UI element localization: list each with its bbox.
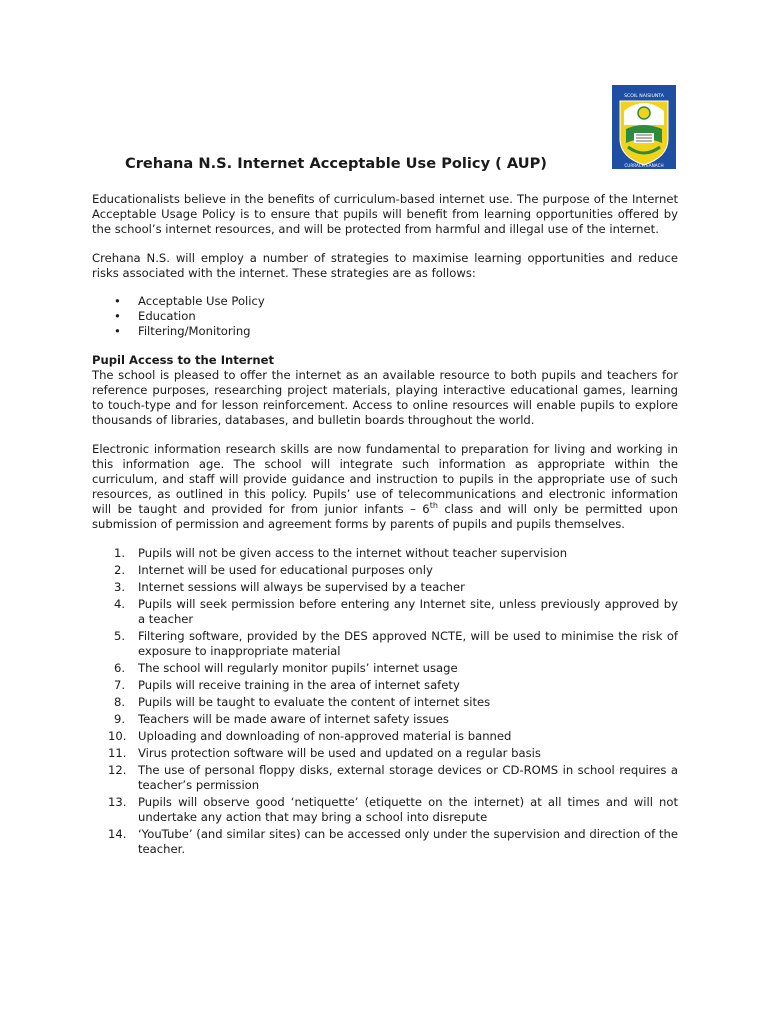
svg-text:CURRACH EANACH: CURRACH EANACH: [624, 163, 664, 168]
section-heading: Pupil Access to the Internet: [92, 353, 275, 367]
intro-paragraph-1: Educationalists believe in the benefits of curriculum-based internet use. The purpose of the Internet Acceptable Usage Policy is to ensure that pupils will benefit from learning opportunities offered by the school’s internet resources, and will be protected from harmful and illegal use of the internet.: [92, 192, 678, 236]
svg-text:SCOIL NAISIUNTA: SCOIL NAISIUNTA: [624, 94, 664, 99]
school-crest-logo: [612, 85, 676, 169]
list-item: • Filtering/Monitoring: [114, 324, 251, 338]
list-item: 14. ‘YouTube’ (and similar sites) can be accessed only under the supervision and direction of the teacher.: [108, 827, 678, 856]
rules-list: [92, 546, 678, 857]
list-item: 8. Pupils will be taught to evaluate the content of internet sites: [114, 695, 491, 709]
list-item: 5. Filtering software, provided by the DES approved NCTE, will be used to minimise the risk of exposure to inappropriate material: [114, 629, 678, 658]
bullet-icon: •: [114, 309, 121, 323]
list-item: 3. Internet sessions will always be supervised by a teacher: [114, 580, 465, 594]
list-item: 10. Uploading and downloading of non-approved material is banned: [108, 729, 512, 743]
page-title: Crehana N.S. Internet Acceptable Use Policy ( AUP): [125, 155, 547, 172]
list-item: 11. Virus protection software will be used and updated on a regular basis: [108, 746, 541, 760]
bullet-icon: •: [114, 324, 121, 338]
list-item: 9. Teachers will be made aware of internet safety issues: [114, 712, 449, 726]
access-paragraph-1: The school is pleased to offer the internet as an available resource to both pupils and teachers for reference purposes, researching project materials, playing interactive educational games, learning to touch-type and for lesson reinforcement. Access to online resources will enable pupils to explore thousands of libraries, databases, and bulletin boards throughout the world.: [92, 368, 678, 427]
list-item: 2. Internet will be used for educational purposes only: [114, 563, 433, 577]
list-item: 6. The school will regularly monitor pupils’ internet usage: [114, 661, 458, 675]
list-item: • Education: [114, 309, 196, 323]
strategy-list: [92, 294, 678, 339]
list-item: 12. The use of personal floppy disks, external storage devices or CD-ROMS in school requires a teacher’s permission: [108, 763, 678, 792]
intro-paragraph-2: Crehana N.S. will employ a number of strategies to maximise learning opportunities and reduce risks associated with the internet. These strategies are as follows:: [92, 251, 678, 280]
access-paragraph-2: Electronic information research skills are now fundamental to preparation for living and working in this information age. The school will integrate such information as appropriate within the curriculum, and staff will provide guidance and instruction to pupils in the appropriate use of such resources, as outlined in this policy. Pupils’ use of telecommunications and electronic information will be taught and provided for from junior infants – 6th class and will only be permitted upon submission of permission and agreement forms by parents of pupils and pupils themselves.: [92, 442, 678, 531]
document-body: [92, 192, 678, 859]
bullet-icon: •: [114, 294, 121, 308]
list-item: 13. Pupils will observe good ‘netiquette’ (etiquette on the internet) at all times and will not undertake any action that may bring a school into disrepute: [108, 795, 678, 824]
list-item: • Acceptable Use Policy: [114, 294, 265, 308]
list-item: 4. Pupils will seek permission before entering any Internet site, unless previously approved by a teacher: [114, 597, 678, 626]
list-item: 1. Pupils will not be given access to the internet without teacher supervision: [114, 546, 568, 560]
list-item: 7. Pupils will receive training in the area of internet safety: [114, 678, 460, 692]
